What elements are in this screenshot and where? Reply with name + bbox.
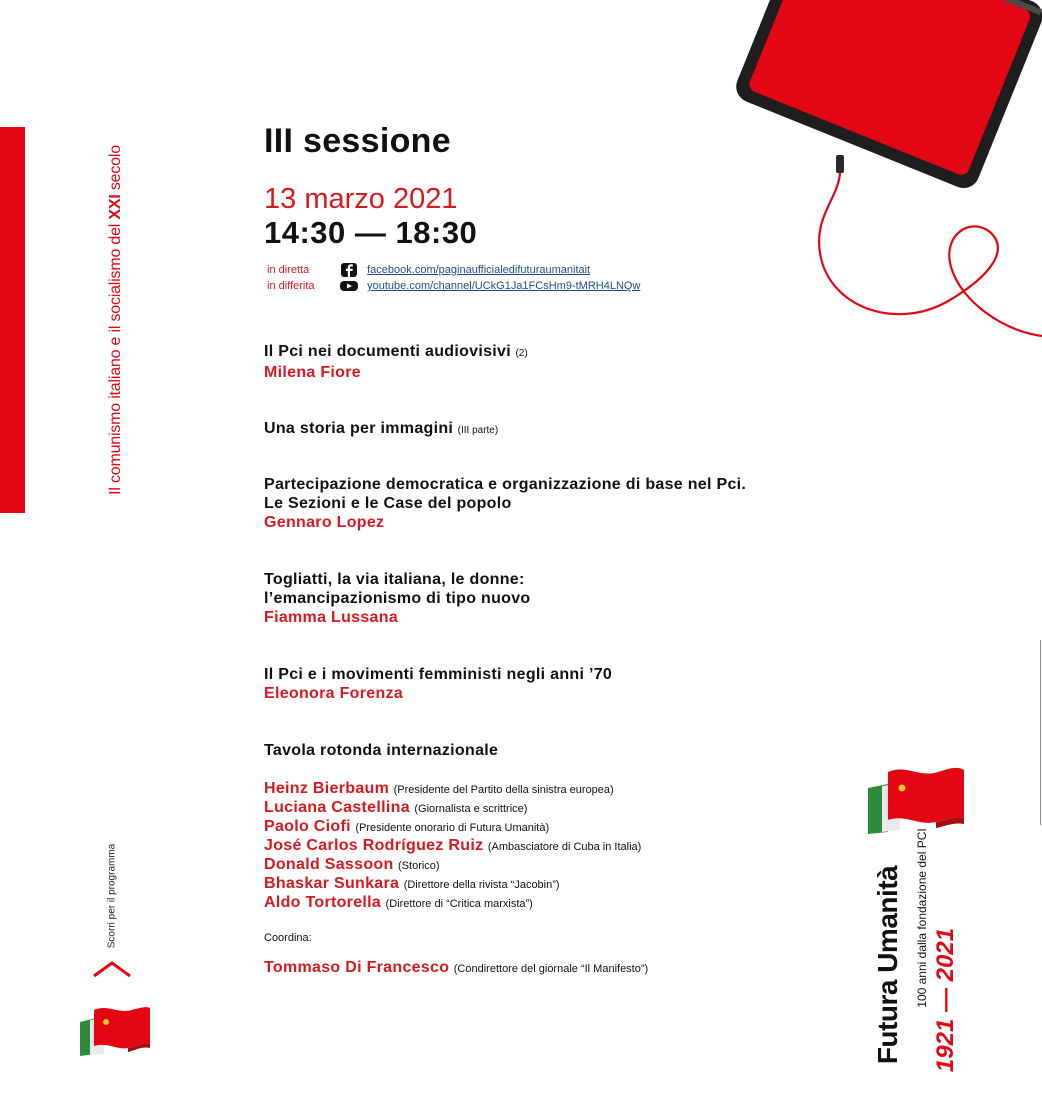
panelist-role: (Direttore della rivista “Jacobin”)	[403, 879, 560, 891]
panelist-name: Luciana Castellina	[264, 799, 410, 816]
panelist-item	[264, 798, 527, 819]
facebook-icon	[340, 263, 358, 277]
panelist-name: Paolo Ciofi	[264, 818, 351, 835]
event-date: 13 marzo 2021	[264, 183, 458, 215]
talk-title: Il Pci nei documenti audiovisivi	[264, 343, 511, 360]
coordinator-label: Coordina:	[264, 932, 312, 944]
roundtable-title	[264, 741, 498, 760]
red-flag-icon	[866, 764, 966, 836]
stream-label: in differita	[267, 280, 315, 292]
panelist-name: Bhaskar Sunkara	[264, 875, 400, 892]
red-flag-icon	[78, 1004, 152, 1056]
panelist-role: (Storico)	[398, 860, 440, 872]
panelist-item	[264, 874, 560, 895]
scroll-hint: Scorri per il programma	[106, 843, 118, 949]
talk-note: (2)	[515, 348, 528, 359]
talk-title-line2: l’emancipazionismo di tipo nuovo	[264, 590, 531, 607]
talk-speaker: Eleonora Forenza	[264, 685, 404, 702]
tablet-illustration	[690, 0, 1042, 352]
panelist-role: (Ambasciatore di Cuba in Italia)	[487, 841, 642, 853]
stream-row-live	[267, 262, 590, 278]
panelist-role: (Giornalista e scrittrice)	[414, 803, 528, 815]
panelist-name: Heinz Bierbaum	[264, 780, 390, 797]
session-title: III sessione	[264, 122, 451, 160]
right-divider	[1040, 640, 1041, 825]
panelist-item	[264, 855, 440, 876]
talk-note: (III parte)	[457, 425, 499, 436]
left-red-bar	[0, 127, 25, 513]
panelist-name: José Carlos Rodríguez Ruiz	[264, 837, 484, 854]
panelist-role: (Direttore di “Critica marxista”)	[385, 898, 533, 910]
coordinator-role: (Condirettore del giornale “Il Manifesto”)	[453, 963, 649, 975]
brand-name: Futura Umanità	[872, 865, 903, 1065]
talk-item	[264, 665, 612, 703]
talk-speaker: Gennaro Lopez	[264, 514, 385, 531]
coordinator-name: Tommaso Di Francesco	[264, 959, 450, 976]
roundtable-heading: Tavola rotonda internazionale	[264, 742, 499, 759]
talk-item	[264, 342, 528, 382]
talk-speaker: Fiamma Lussana	[264, 609, 399, 626]
youtube-link[interactable]: youtube.com/channel/UCkG1Ja1FCsHm9-tMRH4LNQw	[367, 280, 641, 292]
panelist-name: Donald Sassoon	[264, 856, 394, 873]
panelist-name: Aldo Tortorella	[264, 894, 382, 911]
stream-label: in diretta	[267, 264, 310, 276]
talk-title: Una storia per immagini	[264, 420, 454, 437]
coordinator-item	[264, 958, 648, 979]
panelist-item	[264, 836, 641, 857]
stream-row-replay	[267, 278, 640, 294]
brand-years: 1921 — 2021	[932, 927, 959, 1073]
facebook-link[interactable]: facebook.com/paginaufficialedifuturaumanitait	[367, 264, 591, 276]
talk-title: Partecipazione democratica e organizzazione di base nel Pci.	[264, 476, 747, 493]
talk-item	[264, 419, 498, 440]
panelist-role: (Presidente onorario di Futura Umanità)	[355, 822, 550, 834]
talk-item	[264, 570, 531, 627]
panelist-item	[264, 817, 549, 838]
brand-subtitle: 100 anni dalla fondazione del PCI	[915, 828, 929, 1008]
side-title: Il comunismo italiano e il socialismo del XXI secolo	[107, 145, 124, 495]
talk-item	[264, 475, 746, 532]
talk-speaker: Milena Fiore	[264, 364, 361, 381]
youtube-icon	[340, 279, 358, 293]
chevron-up-icon[interactable]	[92, 960, 132, 978]
panelist-item	[264, 893, 533, 914]
panelist-role: (Presidente del Partito della sinistra europea)	[393, 784, 614, 796]
talk-title-line2: Le Sezioni e le Case del popolo	[264, 495, 512, 512]
event-time: 14:30 — 18:30	[264, 215, 478, 250]
talk-title: Togliatti, la via italiana, le donne:	[264, 571, 525, 588]
talk-title: Il Pci e i movimenti femministi negli anni ’70	[264, 666, 613, 683]
panelist-item	[264, 779, 614, 800]
